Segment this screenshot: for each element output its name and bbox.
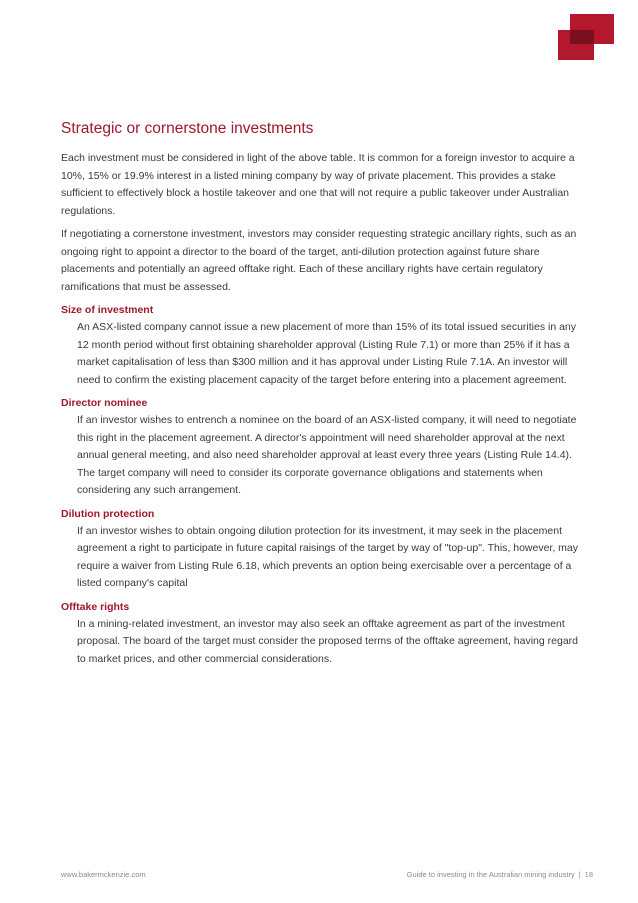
main-content — [61, 120, 581, 668]
page-number: 18 — [584, 870, 593, 879]
section-heading: Dilution protection — [61, 507, 155, 520]
section-director-nominee — [61, 395, 581, 500]
section-heading: Size of investment — [61, 304, 154, 316]
page-title: Strategic or cornerstone investments — [61, 120, 314, 137]
section-size-of-investment — [61, 302, 581, 389]
section-offtake-rights — [61, 599, 581, 669]
section-dilution-protection — [61, 506, 581, 593]
footer-page-info — [407, 870, 593, 879]
footer-website-link[interactable]: www.bakermckenzie.com — [61, 870, 146, 879]
ancillary-rights-paragraph: If negotiating a cornerstone investment, investors may consider requesting strategic ancillary rights, such as an ongoing right to appoint a director to the board of the target, anti-dilution protection against future share placements and potentially an agreed offtake right. Each of these ancillary rights have certain regulatory ramifications that must be assessed. — [61, 228, 577, 293]
footer-doc-title: Guide to investing in the Australian mining industry — [406, 870, 575, 879]
logo — [558, 14, 614, 60]
footer-separator: | — [578, 870, 581, 879]
section-body: If an investor wishes to entrench a nominee on the board of an ASX-listed company, it will need to negotiate this right in the placement agreement. A director's appointment will need shareholder approval at the next annual general meeting, and also need shareholder approval at least every three years (Listing Rule 14.4). The target company will need to consider its corporate governance obligations and statements when considering any such arrangement. — [77, 414, 577, 496]
section-heading: Offtake rights — [61, 600, 130, 613]
logo-square-overlap — [570, 30, 594, 44]
section-body: In a mining-related investment, an investor may also seek an offtake agreement as part of the investment proposal. The board of the target must consider the proposed terms of the offtake agreement, having regard to market prices, and other commercial considerations. — [77, 617, 578, 665]
section-body: An ASX-listed company cannot issue a new placement of more than 15% of its total issued securities in any 12 month period without first obtaining shareholder approval (Listing Rule 7.1) or more than 25% if it has a market capitalisation of less than $300 million and it has approval under Listing Rule 7.1A. An investor will need to confirm the existing placement capacity of the target before entering into a placement agreement. — [77, 321, 577, 386]
section-heading: Director nominee — [61, 397, 148, 409]
intro-paragraph: Each investment must be considered in light of the above table. It is common for a foreign investor to acquire a 10%, 15% or 19.9% interest in a listed mining company by way of private placement. This provides a stake sufficient to effectively block a hostile takeover and one that will not require a public takeover under Australian regulations. — [61, 152, 575, 217]
section-body: If an investor wishes to obtain ongoing dilution protection for its investment, it may seek in the placement agreement a right to participate in future capital raisings of the target by way of "top-up". This, however, may require a waiver from Listing Rule 6.18, which prevents an option being exercisable over a percentage of a listed company's capital — [77, 524, 579, 589]
